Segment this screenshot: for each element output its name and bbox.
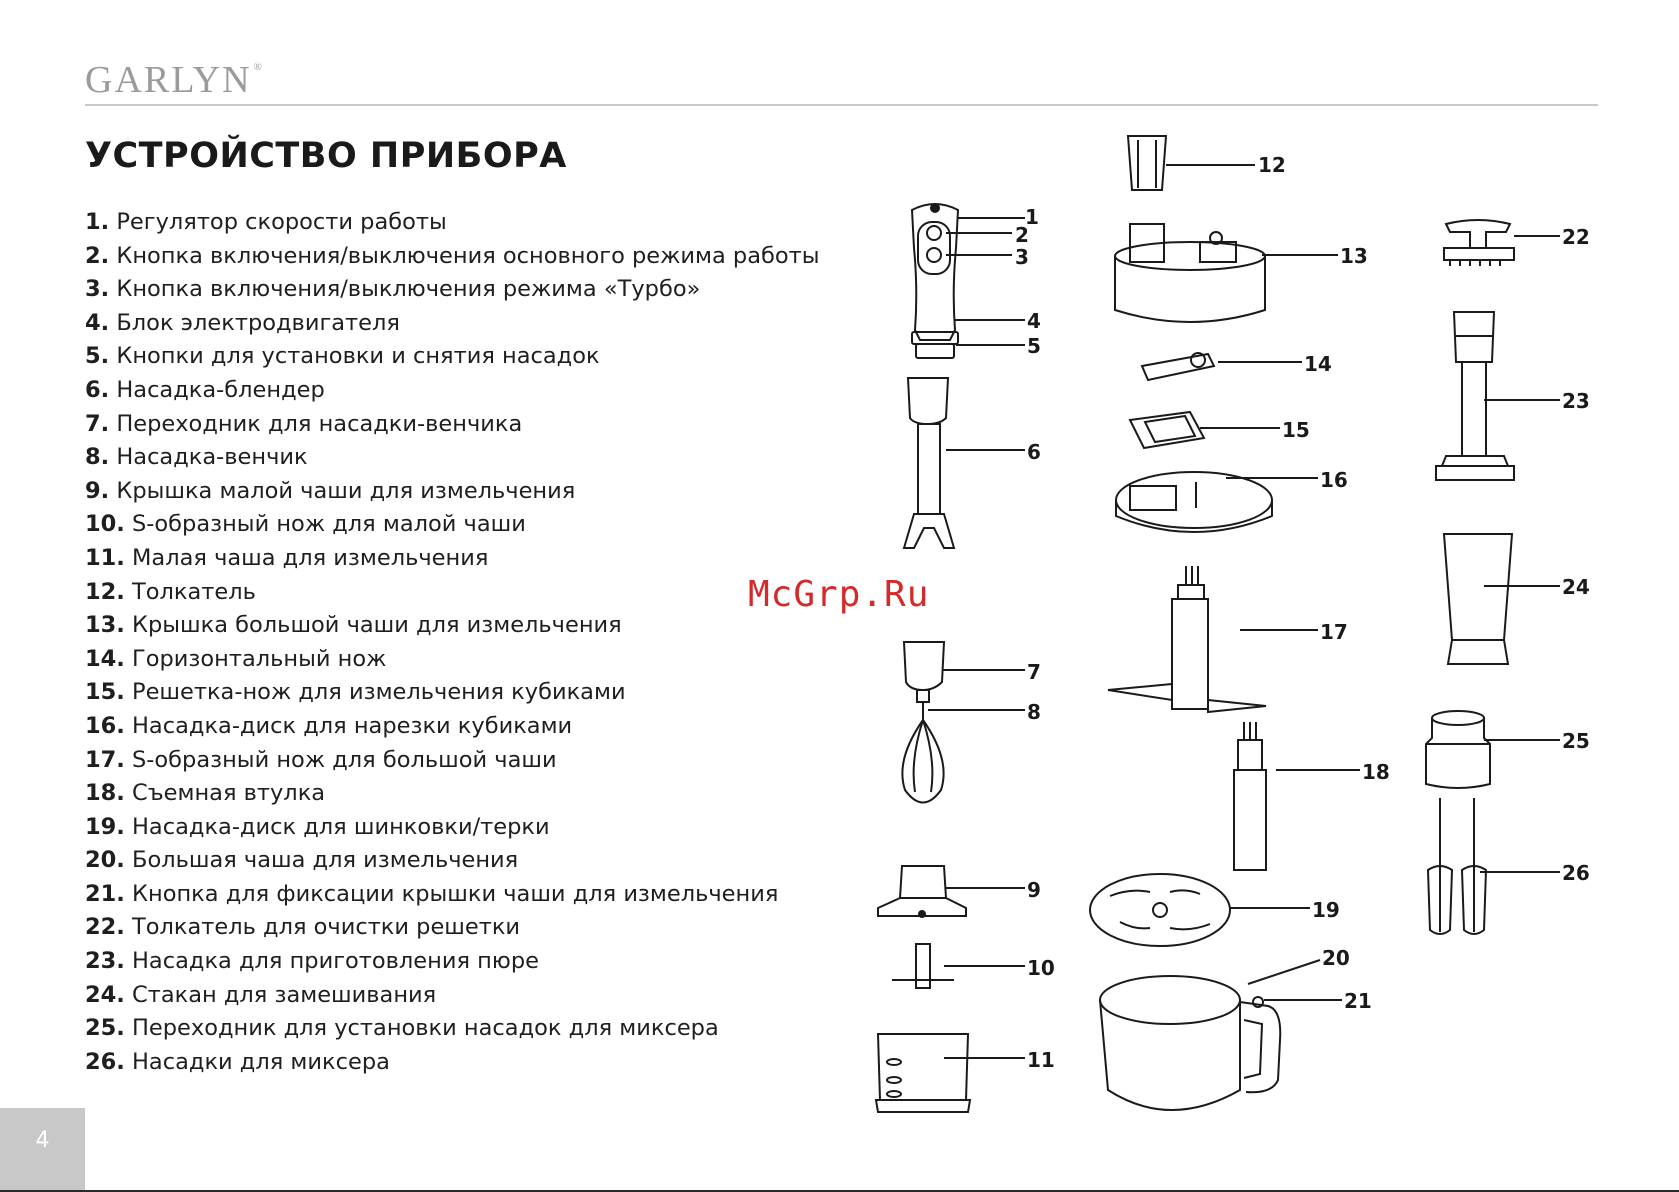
item-number: 16. bbox=[85, 712, 125, 739]
item-text: Блок электродвигателя bbox=[116, 309, 400, 336]
callout-19: 19 bbox=[1312, 898, 1340, 922]
item-text: Насадка для приготовления пюре bbox=[132, 948, 539, 975]
item-text: Кнопки для установки и снятия насадок bbox=[116, 343, 600, 370]
large-bowl-drawing bbox=[1100, 960, 1342, 1110]
item-text: Насадка-венчик bbox=[116, 444, 308, 471]
large-blade-drawing bbox=[1108, 566, 1318, 712]
item-number: 3. bbox=[85, 276, 110, 303]
callout-4: 4 bbox=[1027, 309, 1041, 333]
callout-13: 13 bbox=[1340, 244, 1368, 268]
small-bowl-drawing bbox=[876, 1034, 1025, 1112]
item-text: Кнопка для фиксации крышки чаши для измельчения bbox=[132, 880, 779, 907]
item-number: 4. bbox=[85, 309, 110, 336]
item-text: Переходник для установки насадок для миксера bbox=[132, 1015, 719, 1042]
item-number: 12. bbox=[85, 578, 125, 605]
item-number: 9. bbox=[85, 477, 110, 504]
mixer-beaters-drawing bbox=[1428, 798, 1560, 934]
item-number: 2. bbox=[85, 242, 110, 269]
callout-17: 17 bbox=[1320, 620, 1348, 644]
mixer-adapter-drawing bbox=[1426, 711, 1560, 788]
small-lid-drawing bbox=[878, 866, 1025, 917]
callout-16: 16 bbox=[1320, 468, 1348, 492]
callout-8: 8 bbox=[1027, 700, 1041, 724]
item-text: Кнопка включения/выключения режима «Турбо» bbox=[116, 276, 701, 303]
callout-20: 20 bbox=[1322, 946, 1350, 970]
puree-attachment-drawing bbox=[1436, 312, 1560, 480]
whisk-drawing bbox=[902, 642, 1025, 803]
callout-15: 15 bbox=[1282, 418, 1310, 442]
item-number: 23. bbox=[85, 948, 125, 975]
callout-3: 3 bbox=[1015, 245, 1029, 269]
item-number: 24. bbox=[85, 981, 125, 1008]
callout-5: 5 bbox=[1027, 334, 1041, 358]
callout-23: 23 bbox=[1562, 389, 1590, 413]
small-blade-drawing bbox=[892, 944, 1025, 988]
callout-21: 21 bbox=[1344, 989, 1372, 1013]
item-number: 15. bbox=[85, 679, 125, 706]
item-text: Горизонтальный нож bbox=[132, 645, 387, 672]
item-number: 22. bbox=[85, 914, 125, 941]
item-number: 26. bbox=[85, 1048, 125, 1075]
item-text: Решетка-нож для измельчения кубиками bbox=[132, 679, 626, 706]
callout-18: 18 bbox=[1362, 760, 1390, 784]
item-number: 19. bbox=[85, 813, 125, 840]
page-number: 4 bbox=[35, 1128, 50, 1153]
item-text: Толкатель bbox=[132, 578, 256, 605]
item-number: 25. bbox=[85, 1015, 125, 1042]
item-text: Крышка большой чаши для измельчения bbox=[132, 612, 622, 639]
item-number: 17. bbox=[85, 746, 125, 773]
callout-24: 24 bbox=[1562, 575, 1590, 599]
grid-cleaner-drawing bbox=[1444, 220, 1560, 266]
item-number: 11. bbox=[85, 544, 125, 571]
item-text: S-образный нож для большой чаши bbox=[132, 746, 557, 773]
callout-1: 1 bbox=[1025, 205, 1039, 229]
item-number: 13. bbox=[85, 612, 125, 639]
motor-unit-drawing bbox=[912, 204, 1025, 358]
section-title: УСТРОЙСТВО ПРИБОРА bbox=[85, 136, 567, 176]
item-text: Насадки для миксера bbox=[132, 1048, 390, 1075]
item-number: 14. bbox=[85, 645, 125, 672]
item-number: 1. bbox=[85, 209, 110, 235]
item-number: 8. bbox=[85, 444, 110, 471]
item-text: S-образный нож для малой чаши bbox=[132, 511, 526, 538]
callout-2: 2 bbox=[1015, 223, 1029, 247]
item-number: 6. bbox=[85, 376, 110, 403]
blender-stick-drawing bbox=[904, 378, 1025, 548]
item-number: 20. bbox=[85, 847, 125, 874]
callout-9: 9 bbox=[1027, 878, 1041, 902]
callout-14: 14 bbox=[1304, 352, 1332, 376]
callout-10: 10 bbox=[1027, 956, 1055, 980]
callout-6: 6 bbox=[1027, 440, 1041, 464]
shredder-disc-drawing bbox=[1090, 874, 1310, 946]
item-text: Кнопка включения/выключения основного режима работы bbox=[116, 242, 820, 269]
watermark: McGrp.Ru bbox=[748, 574, 930, 615]
large-lid-drawing bbox=[1115, 224, 1338, 322]
callout-7: 7 bbox=[1027, 660, 1041, 684]
item-text: Стакан для замешивания bbox=[132, 981, 437, 1008]
item-text: Переходник для насадки-венчика bbox=[116, 410, 523, 437]
item-text: Большая чаша для измельчения bbox=[132, 847, 519, 874]
item-text: Регулятор скорости работы bbox=[116, 209, 447, 235]
callout-22: 22 bbox=[1562, 225, 1590, 249]
item-text: Насадка-диск для нарезки кубиками bbox=[132, 712, 573, 739]
item-number: 21. bbox=[85, 880, 125, 907]
item-number: 18. bbox=[85, 780, 125, 807]
callout-26: 26 bbox=[1562, 861, 1590, 885]
item-text: Малая чаша для измельчения bbox=[132, 544, 489, 571]
pusher-drawing bbox=[1128, 136, 1255, 190]
callout-12: 12 bbox=[1258, 153, 1286, 177]
item-number: 5. bbox=[85, 343, 110, 370]
callout-11: 11 bbox=[1027, 1048, 1055, 1072]
dicing-grid-drawing bbox=[1130, 412, 1280, 448]
registered-mark: ® bbox=[253, 61, 264, 74]
item-text: Насадка-диск для шинковки/терки bbox=[132, 813, 550, 840]
sleeve-drawing bbox=[1234, 722, 1360, 870]
brand-name: GARLYN bbox=[85, 59, 252, 101]
dicing-disc-drawing bbox=[1116, 472, 1318, 532]
callout-25: 25 bbox=[1562, 729, 1590, 753]
item-text: Толкатель для очистки решетки bbox=[132, 914, 521, 941]
horizontal-blade-drawing bbox=[1142, 353, 1302, 380]
beaker-drawing bbox=[1444, 534, 1560, 664]
item-text: Насадка-блендер bbox=[116, 376, 325, 403]
item-text: Съемная втулка bbox=[132, 780, 326, 807]
item-text: Крышка малой чаши для измельчения bbox=[116, 477, 576, 504]
item-number: 10. bbox=[85, 511, 125, 538]
item-number: 7. bbox=[85, 410, 110, 437]
